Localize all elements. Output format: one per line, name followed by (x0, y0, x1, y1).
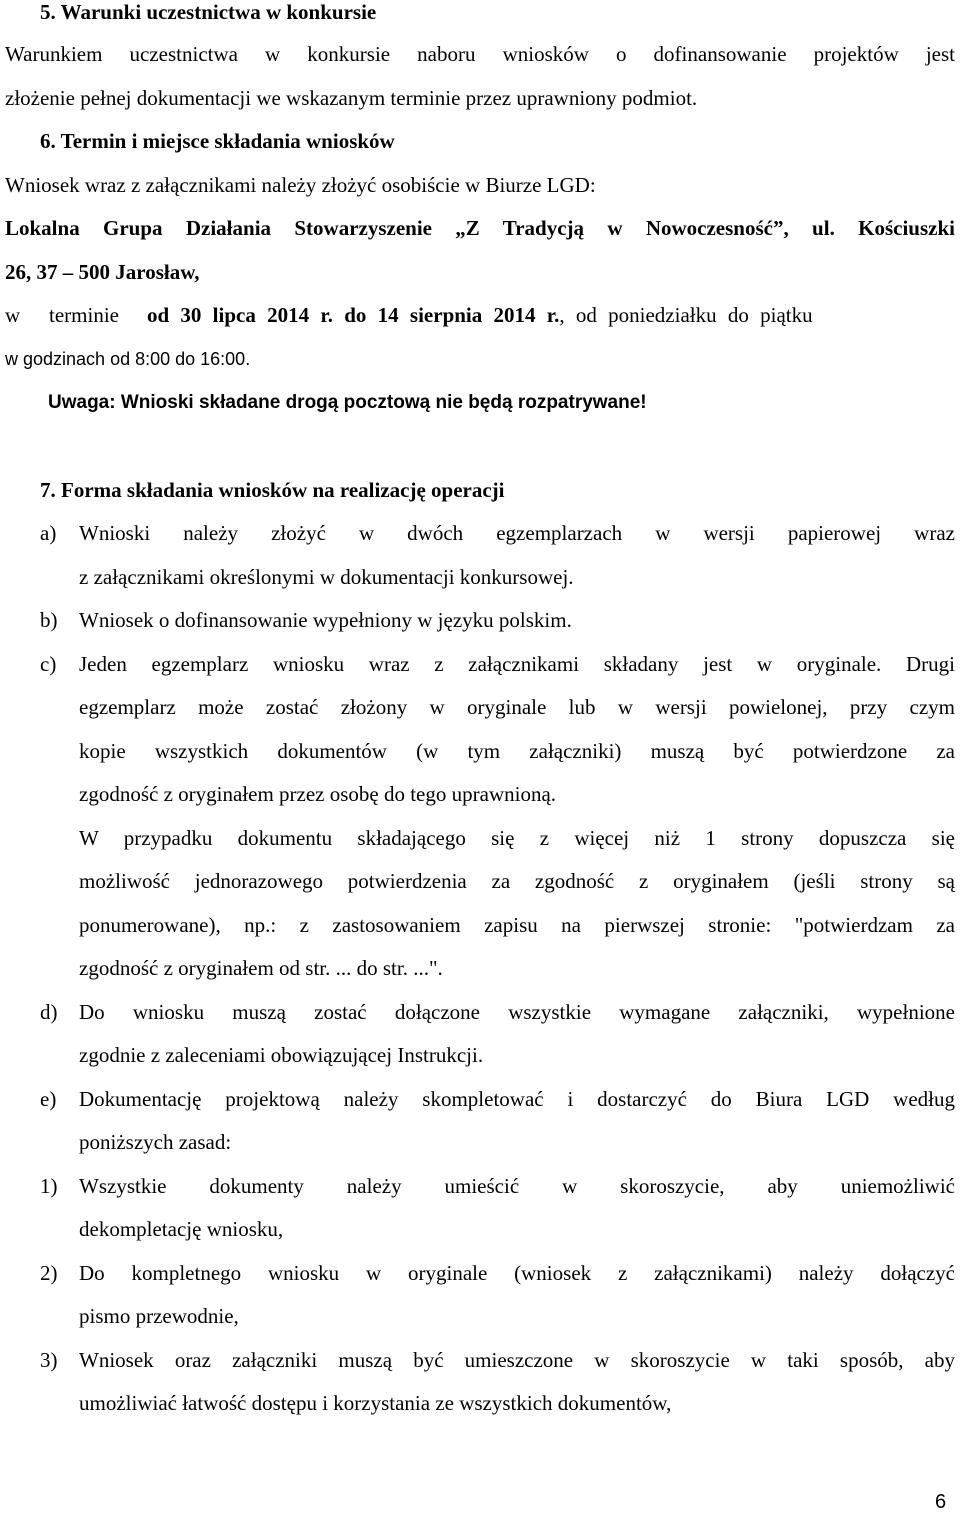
list-marker-c: c) (40, 652, 57, 676)
section-5-text: złożenie pełnej dokumentacji we wskazanym terminie przez uprawniony podmiot. (5, 86, 698, 110)
section-5-text: Warunkiem uczestnictwa w konkursie naboru wniosków o dofinansowanie projektów jest (5, 42, 955, 66)
list-marker-a: a) (40, 521, 57, 545)
list-marker-b: b) (40, 608, 58, 632)
section-5-heading: 5. Warunki uczestnictwa w konkursie (40, 0, 377, 24)
page-number: 6 (935, 1491, 947, 1513)
list-item-1: Wszystkie dokumenty należy umieścić w skoroszycie, aby uniemożliwić (79, 1174, 955, 1198)
list-item-c: egzemplarz może zostać złożony w oryginale lub w wersji powielonej, przy czym (79, 695, 955, 719)
lgd-address-city: 26, 37 – 500 Jarosław, (5, 260, 200, 284)
list-marker-1: 1) (40, 1174, 58, 1198)
list-marker-2: 2) (40, 1261, 58, 1285)
list-item-3: umożliwiać łatwość dostępu i korzystania ze wszystkich dokumentów, (79, 1391, 672, 1415)
postal-warning: Uwaga: Wnioski składane drogą pocztową nie będą rozpatrywane! (48, 392, 647, 413)
list-item-c: W przypadku dokumentu składającego się z więcej niż 1 strony dopuszcza się (79, 826, 955, 850)
lgd-address: Lokalna Grupa Działania Stowarzyszenie „Z Tradycją w Nowoczesność”, ul. Kościuszki (5, 216, 955, 240)
opening-hours: w godzinach od 8:00 do 16:00. (5, 349, 251, 369)
list-marker-d: d) (40, 1000, 58, 1024)
list-item-d: zgodnie z zaleceniami obowiązującej Instrukcji. (79, 1043, 484, 1067)
list-item-c: Jeden egzemplarz wniosku wraz z załącznikami składany jest w oryginale. Drugi (79, 652, 955, 676)
section-6-text: Wniosek wraz z załącznikami należy złożyć osobiście w Biurze LGD: (5, 173, 596, 197)
section-7-heading: 7. Forma składania wniosków na realizację operacji (40, 478, 505, 502)
list-item-2: pismo przewodnie, (79, 1304, 239, 1328)
section-6-heading: 6. Termin i miejsce składania wniosków (40, 129, 395, 153)
list-item-c: kopie wszystkich dokumentów (w tym załączniki) muszą być potwierdzone za (79, 739, 955, 763)
list-item-1: dekompletację wniosku, (79, 1217, 284, 1241)
list-marker-3: 3) (40, 1348, 58, 1372)
list-item-e: poniższych zasad: (79, 1130, 232, 1154)
list-marker-e: e) (40, 1087, 57, 1111)
list-item-c: zgodność z oryginałem od str. ... do str. ...". (79, 956, 443, 980)
list-item-a: Wnioski należy złożyć w dwóch egzemplarzach w wersji papierowej wraz (79, 521, 955, 545)
list-item-c: możliwość jednorazowego potwierdzenia za zgodność z oryginałem (jeśli strony są (79, 869, 955, 893)
list-item-2: Do kompletnego wniosku w oryginale (wniosek z załącznikami) należy dołączyć (79, 1261, 955, 1285)
list-item-d: Do wniosku muszą zostać dołączone wszystkie wymagane załączniki, wypełnione (79, 1000, 955, 1024)
list-item-c: ponumerowane), np.: z zastosowaniem zapisu na pierwszej stronie: "potwierdzam za (79, 913, 955, 937)
list-item-e: Dokumentację projektową należy skompletować i dostarczyć do Biura LGD według (79, 1087, 955, 1111)
list-item-b: Wniosek o dofinansowanie wypełniony w języku polskim. (79, 608, 572, 632)
list-item-c: zgodność z oryginałem przez osobę do tego uprawnioną. (79, 782, 557, 806)
document-page: 5. Warunki uczestnictwa w konkursie Warunkiem uczestnictwa w konkursie naboru wniosków o dofinansowanie projektów jest złożenie pełnej dokumentacji we wskazanym terminie przez uprawniony podmiot. 6. Termin i miejsce składania wniosków Wniosek wraz z załącznikami należy złożyć osobiście w Biurze LGD: Lokalna Grupa Działania Stowarzyszenie „Z Tradycją w Nowoczesność”, ul. Kościuszki 26, 37 – 500 Jarosław, w terminie od 30 lipca 2014 r. do 14 sierpnia 2014 r., od poniedziałku do piątku w godzinach od 8:00 do 16:00. Uwaga: Wnioski składane drogą pocztową nie będą rozpatrywane! 7. Forma składania wniosków na realizację operacji a) Wnioski należy złożyć w dwóch egzemplarzach w wersji papierowej wraz z załącznikami określonymi w dokumentacji konkursowej. b) Wniosek o dofinansowanie wypełniony w języku polskim. c) Jeden egzemplarz wniosku wraz z załącznikami składany jest w oryginale. Drugi egzemplarz może zostać złożony w oryginale lub w wersji powielonej, przy czym kopie wszystkich dokumentów (w tym załączniki) muszą być potwierdzone za zgodność z oryginałem przez osobę do tego uprawnioną. W przypadku dokumentu składającego się z więcej niż 1 strony dopuszcza się możliwość jednorazowego potwierdzenia za zgodność z oryginałem (jeśli strony są ponumerowane), np.: z zastosowaniem zapisu na pierwszej stronie: "potwierdzam za zgodność z oryginałem od str. ... do str. ...". d) Do wniosku muszą zostać dołączone wszystkie wymagane załączniki, wypełnione zgodnie z zaleceniami obowiązującej Instrukcji. e) Dokumentację projektową należy skompletować i dostarczyć do Biura LGD według poniższych zasad: 1) Wszystkie dokumenty należy umieścić w skoroszycie, aby uniemożliwić dekompletację wniosku, 2) Do kompletnego wniosku w oryginale (wniosek z załącznikami) należy dołączyć pismo przewodnie, 3) Wniosek oraz załączniki muszą być umieszczone w skoroszycie w taki sposób, aby umożliwiać łatwość dostępu i korzystania ze wszystkich dokumentów, 6 (5, 0, 955, 1513)
list-item-3: Wniosek oraz załączniki muszą być umieszczone w skoroszycie w taki sposób, aby (79, 1348, 955, 1372)
list-item-a: z załącznikami określonymi w dokumentacji konkursowej. (79, 565, 574, 589)
